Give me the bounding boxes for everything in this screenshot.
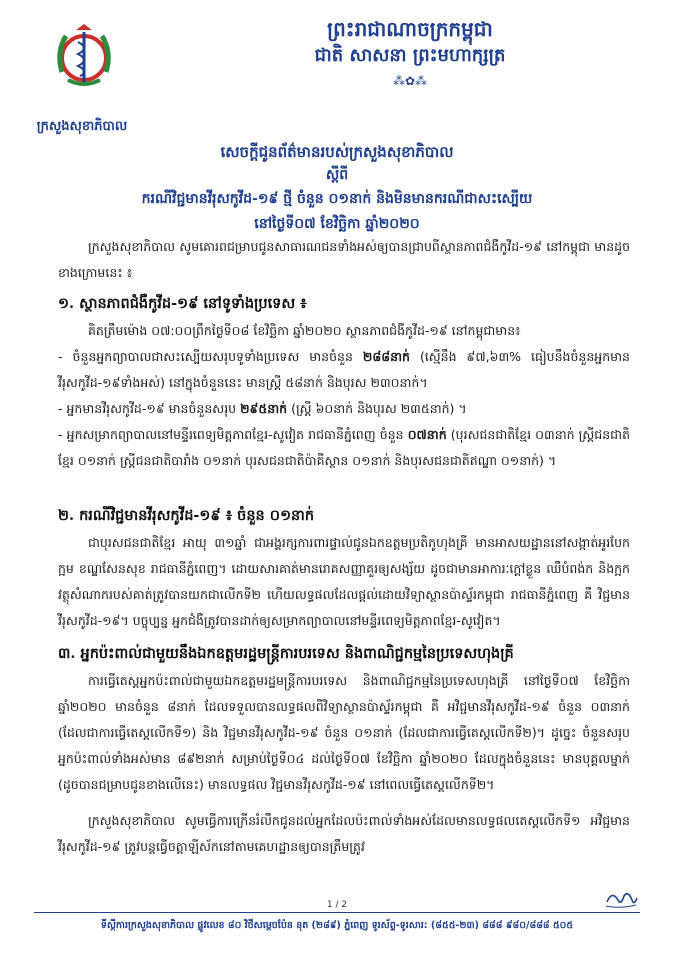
bullet-text: - អ្នកសម្រាកព្យាបាលនៅមន្ទីរពេទ្យមិត្តភាពខ្មែរ-សូវៀត រាជធានីភ្នំពេញ ចំនួន — [58, 427, 404, 442]
ministry-emblem-icon — [48, 22, 120, 94]
section-3-body: ការធ្វើតេស្តអ្នកប៉ះពាល់ជាមួយឯកឧត្តមរដ្ឋមន្ត្រីការបរទេស និងពាណិជ្ជកម្មនៃប្រទេសហុងគ្រី នៅថ្ងៃទី០៧ ខែវិច្ឆិកា ឆ្នាំ២០២០ មានចំនួន ៨នាក់ ដែលទទួលបានលទ្ធផលពីវិទ្យាស្ថានប៉ាស្ទ័រកម្ពុជា គឺ អវិជ្ជមានវីរុសកូវីដ-១៩ ចំនួន ០៣នាក់ (ដែលជាការធ្វើតេស្តលើកទី១) និង វិជ្ជមានវីរុសកូវីដ-១៩ ចំនួន ០១នាក់ (ដែលជាការធ្វើតេស្តលើកទី២)។ ដូច្នេះ ចំនួនសរុបអ្នកប៉ះពាល់ទាំងអស់មាន ៨៩២នាក់ សម្រាប់ថ្ងៃទី០៤ ដល់ថ្ងៃទី០៧ ខែវិច្ឆិកា ឆ្នាំ២០២០ ដែលក្នុងចំនួននេះ មានបុគ្គលម្នាក់ (ដូចបានជម្រាបជូនខាងលើនេះ) មានលទ្ធផល វិជ្ជមានវីរុសកូវីដ-១៩ នៅពេលធ្វើតេស្តលើកទី២។ — [58, 673, 630, 792]
section-2-heading: ២. ករណីវិជ្ជមានវីរុសកូវីដ-១៩ ៖ ចំនួន ០១នាក់ — [58, 507, 315, 524]
title-line-2: ស្តីពី — [325, 167, 349, 183]
ministry-logo-label: ក្រសួងសុខាភិបាល — [36, 119, 128, 134]
bullet-text: - អ្នកមានវីរុសកូវីដ-១៩ មានចំនួនសរុប — [58, 401, 237, 416]
footer-divider — [34, 912, 640, 913]
total-cases-count: ២៩៥នាក់ — [240, 401, 288, 416]
title-line-1: សេចក្តីជូនព័ត៌មានរបស់ក្រសួងសុខាភិបាល — [220, 143, 454, 161]
section-1-bullet-hospitalized — [58, 422, 630, 474]
title-line-3: ករណីវិជ្ជមានវីរុសកូវីដ-១៩ ថ្មី ចំនួន ០១នាក់ និងមិនមានករណីជាសះស្បើយ — [141, 191, 533, 207]
hospitalized-count: ០៧នាក់ — [407, 427, 447, 442]
section-2-body: ជាបុរសជនជាតិខ្មែរ អាយុ ៣១ឆ្នាំ ជាអង្គរក្សការពារផ្ទាល់ជូនឯកឧត្តមប្រតិភូហុងគ្រី មានអាសយដ្ឋាននៅសង្កាត់អូរបែកក្អម ខណ្ឌសែនសុខ រាជធានីភ្នំពេញ។ ដោយសារគាត់មានរោគសញ្ញាគួរឲ្យសង្ស័យ ដូចជាមានអាការៈក្តៅខ្លួន ឈឺបំពង់ក និងក្អក វត្ថុសំណាករបស់គាត់ត្រូវបានយកជាលើកទី២ ហើយលទ្ធផលដែលផ្តល់ដោយវិទ្យាស្ថានប៉ាស្ទ័រកម្ពុជា រាជធានីភ្នំពេញ គឺ វិជ្ជមានវីរុសកូវីដ-១៩។ បច្ចុប្បន្ន អ្នកជំងឺត្រូវបានដាក់ឲ្យសម្រាកព្យាបាលនៅមន្ទីរពេទ្យមិត្តភាពខ្មែរ-សូវៀត។ — [58, 535, 630, 628]
recovered-count: ២៨៨នាក់ — [362, 349, 410, 364]
section-3-heading: ៣. អ្នកប៉ះពាល់ជាមួយនឹងឯកឧត្តមរដ្ឋមន្ត្រីការបរទេស និងពាណិជ្ជកម្មនៃប្រទេសហុងគ្រី — [58, 645, 514, 662]
section-1-bullet-total — [58, 396, 630, 422]
intro-paragraph: ក្រសួងសុខាភិបាល សូមគោរពជម្រាបជូនសាធារណជនទាំងអស់ឲ្យបានជ្រាបពីស្ថានភាពជំងឺកូវីដ-១៩ នៅកម្ពុជា មានដូចខាងក្រោមនេះ ៖ — [58, 239, 630, 280]
bullet-text: (ស្មើនឹង ៩៧,៦៣% ធៀបនឹងចំនួនអ្នកមានវីរុសកូវីដ-១៩ទាំងអស់) នៅក្នុងចំនួននេះ មានស្ត្រី ៥៨នាក់ និងបុរស ២៣០នាក់។ — [58, 349, 630, 390]
bullet-text: - ចំនួនអ្នកព្យាបាលជាសះស្បើយសរុបទូទាំងប្រទេស មានចំនួន — [58, 349, 353, 364]
title-line-4: នៅថ្ងៃទី០៧ ខែវិច្ឆិកា ឆ្នាំ២០២០ — [254, 216, 420, 232]
footer-address: ទីស្តីការក្រសួងសុខាភិបាល ផ្លូវលេខ ៨០ វិថីសម្ដេចប៉ែន នុត (២៨៩) ភ្នំពេញ ទូរស័ព្ទ-ទូរសារ: (៨៥៥-២៣) ៨៨៨ ៩៨០/៨៨៨ ៥០៥ — [100, 920, 574, 931]
national-motto: ជាតិ សាសនា ព្រះមហាក្សត្រ — [314, 45, 506, 66]
bullet-text: (ស្ត្រី ៦០នាក់ និងបុរស ២៣៥នាក់) ។ — [291, 401, 467, 416]
section-1-lead: គិតត្រឹមម៉ោង ០៧:០០ព្រឹកថ្ងៃទី០៨ ខែវិច្ឆិកា ឆ្នាំ២០២០ ស្ថានភាពជំងឺកូវីដ-១៩ នៅកម្ពុជាមាន៖ — [88, 323, 521, 338]
section-1-bullet-recovered — [58, 344, 630, 396]
kingdom-title: ព្រះរាជាណាចក្រកម្ពុជា — [327, 17, 493, 41]
ornament-divider: ⁂✿⁂ — [392, 74, 428, 88]
initials-signature-icon — [604, 888, 638, 910]
section-1-body — [58, 318, 630, 474]
document-title — [30, 140, 644, 236]
page-number: 1 / 2 — [326, 900, 348, 910]
bullet-text: (បុរសជនជាតិខ្មែរ ០៣នាក់ ស្ត្រីជនជាតិខ្មែរ ០១នាក់ ស្ត្រីជនជាតិបារាំង ០១នាក់ បុរសជនជាតិប៉ាគីស្ថាន ០១នាក់ និងបុរសជនជាតិឥណ្ឌា ០១នាក់) ។ — [58, 427, 631, 468]
closing-paragraph: ក្រសួងសុខាភិបាល សូមធ្វើការក្រើនរំលឹកជូនដល់អ្នកដែលប៉ះពាល់ទាំងអស់ដែលមានលទ្ធផលតេស្តលើកទី១ អវិជ្ជមានវីរុសកូវីដ-១៩ ត្រូវបន្តធ្វើចត្តាឡីស័កនៅតាមគេហដ្ឋានឲ្យបានត្រឹមត្រូវ — [58, 813, 630, 854]
section-1-heading: ១. ស្ថានភាពជំងឺកូវីដ-១៩ នៅទូទាំងប្រទេស ៖ — [58, 295, 307, 312]
